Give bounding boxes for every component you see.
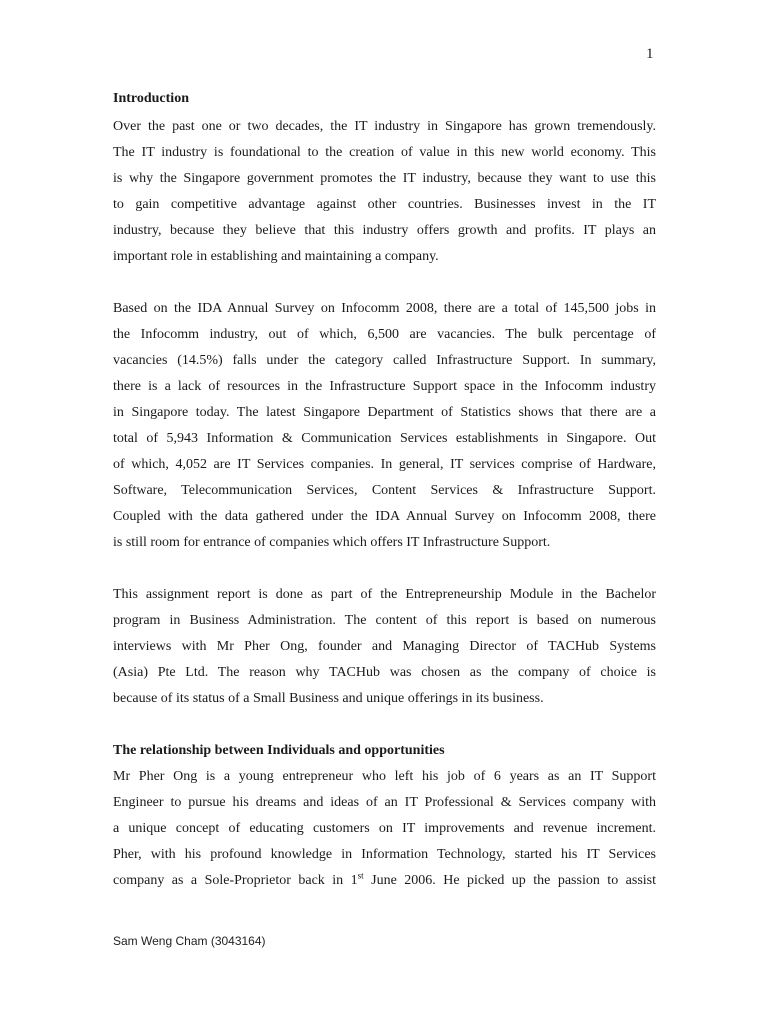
text-line: important role in establishing and maintaining a company. <box>113 249 439 264</box>
text-line: there is a lack of resources in the Infrastructure Support space in the Infocomm industry <box>113 379 656 394</box>
text-fragment: company as a Sole-Proprietor back in 1 <box>113 873 358 888</box>
document-body <box>113 88 656 894</box>
text-line: Mr Pher Ong is a young entrepreneur who left his job of 6 years as an IT Support <box>113 769 656 784</box>
text-line: is still room for entrance of companies which offers IT Infrastructure Support. <box>113 535 551 550</box>
text-line: Coupled with the data gathered under the IDA Annual Survey on Infocomm 2008, there <box>113 509 656 524</box>
relationship-paragraph-1 <box>113 764 656 894</box>
text-line: Pher, with his profound knowledge in Information Technology, started his IT Services <box>113 847 656 862</box>
text-line: This assignment report is done as part of the Entrepreneurship Module in the Bachelor <box>113 587 656 602</box>
text-line: program in Business Administration. The content of this report is based on numerous <box>113 613 656 628</box>
text-line: the Infocomm industry, out of which, 6,500 are vacancies. The bulk percentage of <box>113 327 656 342</box>
footer-author: Sam Weng Cham (3043164) <box>113 934 266 948</box>
text-line: (Asia) Pte Ltd. The reason why TACHub was chosen as the company of choice is <box>113 665 656 680</box>
text-line: Engineer to pursue his dreams and ideas of an IT Professional & Services company with <box>113 795 656 810</box>
intro-paragraph-2 <box>113 296 656 556</box>
text-line: total of 5,943 Information & Communication Services establishments in Singapore. Out <box>113 431 656 446</box>
text-line: vacancies (14.5%) falls under the category called Infrastructure Support. In summary, <box>113 353 656 368</box>
page-number: 1 <box>646 46 654 62</box>
text-line: industry, because they believe that this industry offers growth and profits. IT plays an <box>113 223 656 238</box>
text-line: in Singapore today. The latest Singapore Department of Statistics shows that there are a <box>113 405 656 420</box>
text-line: Over the past one or two decades, the IT industry in Singapore has grown tremendously. <box>113 119 656 134</box>
intro-paragraph-1 <box>113 114 656 270</box>
text-fragment: June 2006. He picked up the passion to assist <box>363 873 656 888</box>
text-line: a unique concept of educating customers on IT improvements and revenue increment. <box>113 821 656 836</box>
text-line: is why the Singapore government promotes the IT industry, because they want to use this <box>113 171 656 186</box>
text-line: Based on the IDA Annual Survey on Infocomm 2008, there are a total of 145,500 jobs in <box>113 301 656 316</box>
text-line: of which, 4,052 are IT Services companies. In general, IT services comprise of Hardware, <box>113 457 656 472</box>
section-heading-relationship: The relationship between Individuals and opportunities <box>113 743 445 758</box>
text-line: because of its status of a Small Business and unique offerings in its business. <box>113 691 544 706</box>
ordinal-superscript: st <box>357 870 364 881</box>
text-line: Software, Telecommunication Services, Content Services & Infrastructure Support. <box>113 483 656 498</box>
text-line: The IT industry is foundational to the creation of value in this new world economy. This <box>113 145 656 160</box>
text-line-with-superscript <box>113 868 656 894</box>
text-line: interviews with Mr Pher Ong, founder and Managing Director of TACHub Systems <box>113 639 656 654</box>
intro-paragraph-3 <box>113 582 656 712</box>
text-line: to gain competitive advantage against other countries. Businesses invest in the IT <box>113 197 656 212</box>
section-heading-introduction: Introduction <box>113 91 189 106</box>
